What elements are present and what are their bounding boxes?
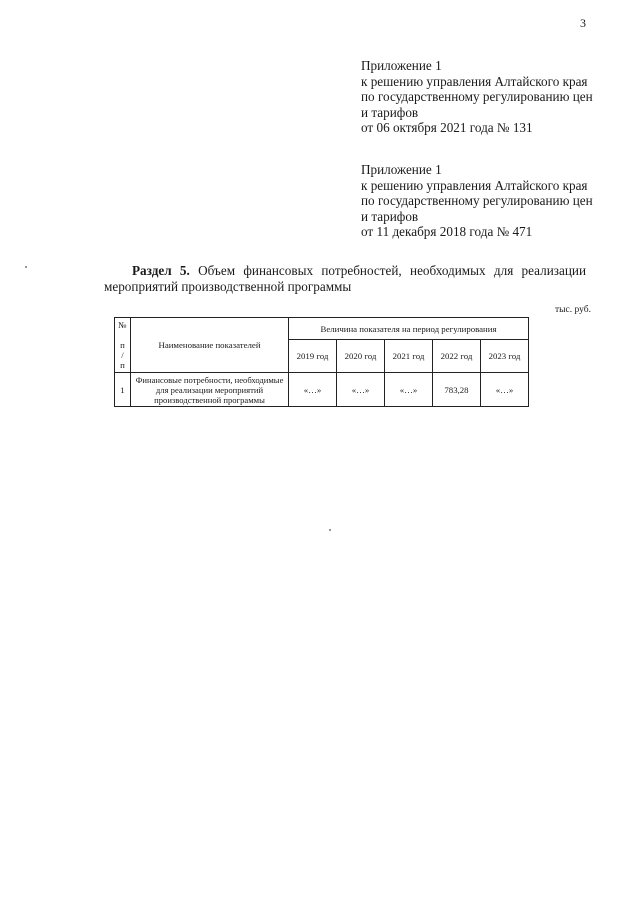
year-header: 2022 год [433, 340, 481, 373]
table-row [115, 373, 529, 407]
section-heading [104, 263, 586, 295]
appendix-line: по государственному регулированию цен [361, 89, 593, 105]
financial-needs-table [114, 317, 529, 407]
year-header: 2020 год [337, 340, 385, 373]
row-value: «…» [337, 373, 385, 407]
appendix-line: Приложение 1 [361, 162, 442, 177]
row-value: «…» [289, 373, 337, 407]
scan-speck [329, 529, 331, 531]
page-number: 3 [580, 16, 586, 30]
year-header: 2021 год [385, 340, 433, 373]
row-value: «…» [385, 373, 433, 407]
appendix-current-block [361, 58, 593, 136]
appendix-line: Приложение 1 [361, 58, 442, 73]
section-label: Раздел 5. [132, 263, 190, 278]
appendix-line: по государственному регулированию цен [361, 193, 593, 209]
appendix-original-block [361, 162, 593, 240]
year-header: 2023 год [481, 340, 529, 373]
row-value: 783,28 [433, 373, 481, 407]
period-header: Величина показателя на период регулирования [289, 318, 529, 340]
appendix-line: и тарифов [361, 104, 419, 120]
name-column-header: Наименование показателей [131, 318, 289, 373]
appendix-line: и тарифов [361, 208, 419, 224]
row-value: «…» [481, 373, 529, 407]
appendix-line: к решению управления Алтайского края [361, 177, 588, 193]
appendix-line: к решению управления Алтайского края [361, 73, 588, 89]
scan-speck [25, 266, 27, 268]
appendix-line: от 06 октября 2021 года № 131 [361, 120, 533, 136]
year-header: 2019 год [289, 340, 337, 373]
row-name: Финансовые потребности, необходимые для реализации мероприятий производственной программы [131, 373, 289, 407]
units-label: тыс. руб. [555, 305, 591, 315]
number-column-header: № п / п [115, 318, 131, 373]
row-number: 1 [115, 373, 131, 407]
section-title: Объем финансовых потребностей, необходимых для реализации мероприятий производственной программы [104, 263, 587, 294]
appendix-line: от 11 декабря 2018 года № 471 [361, 224, 533, 240]
